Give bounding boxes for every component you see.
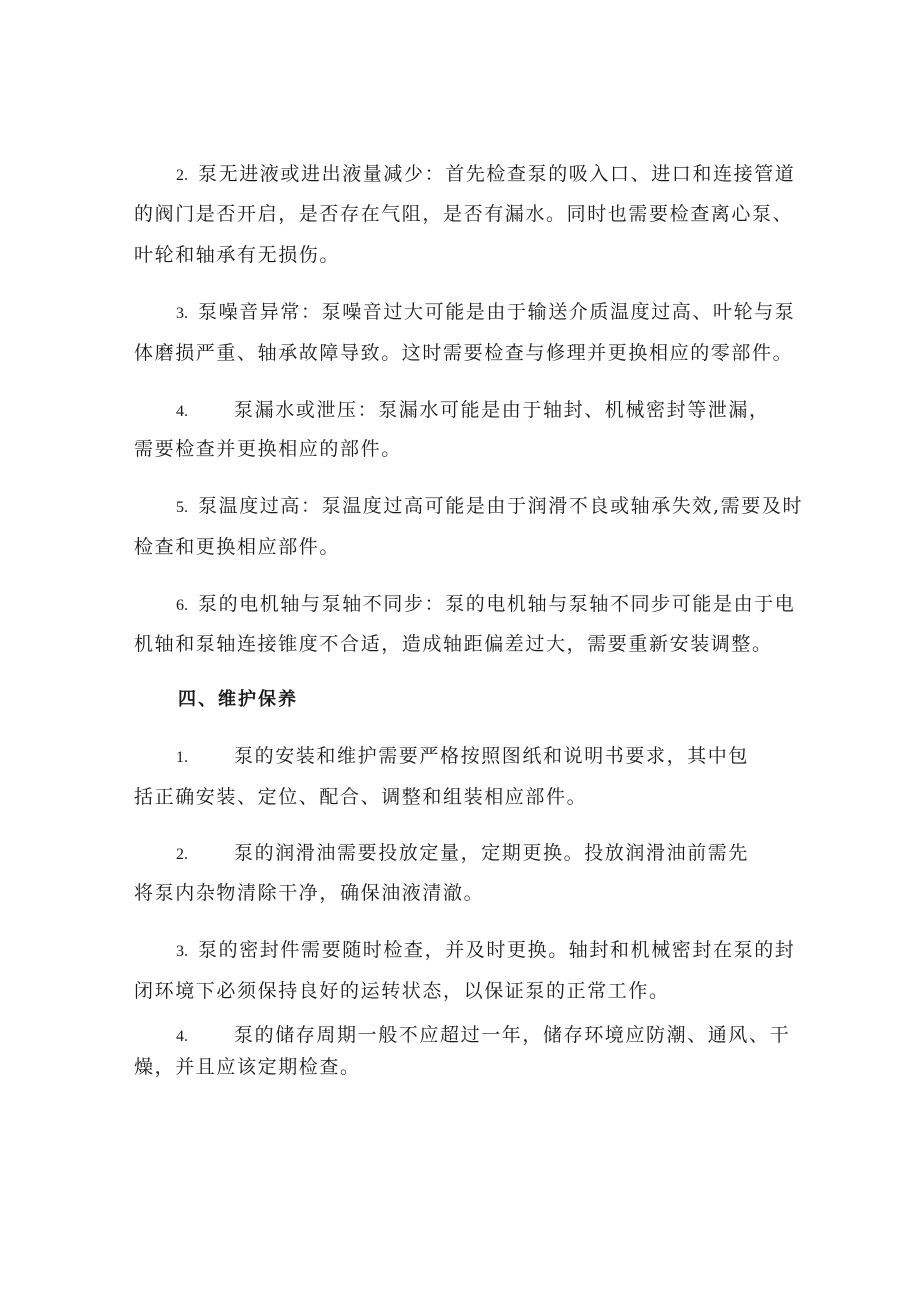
list-number: 3. xyxy=(176,943,188,960)
paragraph-line: 4. 泵漏水或泄压：泵漏水可能是由于轴封、机械密封等泄漏， xyxy=(176,398,770,424)
list-number: 4. xyxy=(176,403,188,420)
list-number: 2. xyxy=(176,167,188,184)
paragraph-line: 2. 泵的润滑油需要投放定量，定期更换。投放润滑油前需先 xyxy=(176,841,749,867)
paragraph-line: 将泵内杂物清除干净，确保油液清澈。 xyxy=(134,882,485,904)
list-number: 1. xyxy=(176,749,188,766)
paragraph-line: 3. 泵的密封件需要随时检查，并及时更换。轴封和机械密封在泵的封 xyxy=(176,938,795,964)
list-number: 4. xyxy=(176,1028,188,1045)
paragraph-line: 5. 泵温度过高：泵温度过高可能是由于润滑不良或轴承失效,需要及时 xyxy=(176,494,803,520)
list-number: 6. xyxy=(176,597,188,614)
paragraph-line: 需要检查并更换相应的部件。 xyxy=(134,438,402,460)
paragraph-line: 机轴和泵轴连接锥度不合适，造成轴距偏差过大，需要重新安装调整。 xyxy=(134,633,773,655)
paragraph-line: 4. 泵的储存周期一般不应超过一年，储存环境应防潮、通风、干 xyxy=(176,1023,790,1049)
paragraph-line: 2. 泵无进液或进出液量减少：首先检查泵的吸入口、进口和连接管道 xyxy=(176,162,795,188)
paragraph-line: 的阀门是否开启，是否存在气阻，是否有漏水。同时也需要检查离心泵、 xyxy=(134,203,794,225)
section-heading: 四、维护保养 xyxy=(178,689,298,710)
list-number: 3. xyxy=(176,305,188,322)
paragraph-line: 燥，并且应该定期检查。 xyxy=(134,1056,361,1078)
paragraph-line: 1. 泵的安装和维护需要严格按照图纸和说明书要求，其中包 xyxy=(176,744,749,770)
paragraph-line: 体磨损严重、轴承故障导致。这时需要检查与修理并更换相应的零部件。 xyxy=(134,342,794,364)
paragraph-line: 3. 泵噪音异常：泵噪音过大可能是由于输送介质温度过高、叶轮与泵 xyxy=(176,300,795,326)
paragraph-line: 6. 泵的电机轴与泵轴不同步：泵的电机轴与泵轴不同步可能是由于电 xyxy=(176,592,795,618)
paragraph-line: 括正确安装、定位、配合、调整和组装相应部件。 xyxy=(134,786,588,808)
list-number: 2. xyxy=(176,846,188,863)
paragraph-line: 闭环境下必须保持良好的运转状态，以保证泵的正常工作。 xyxy=(134,980,670,1002)
paragraph-line: 叶轮和轴承有无损伤。 xyxy=(134,244,341,266)
paragraph-line: 检查和更换相应部件。 xyxy=(134,536,341,558)
list-number: 5. xyxy=(176,499,188,516)
